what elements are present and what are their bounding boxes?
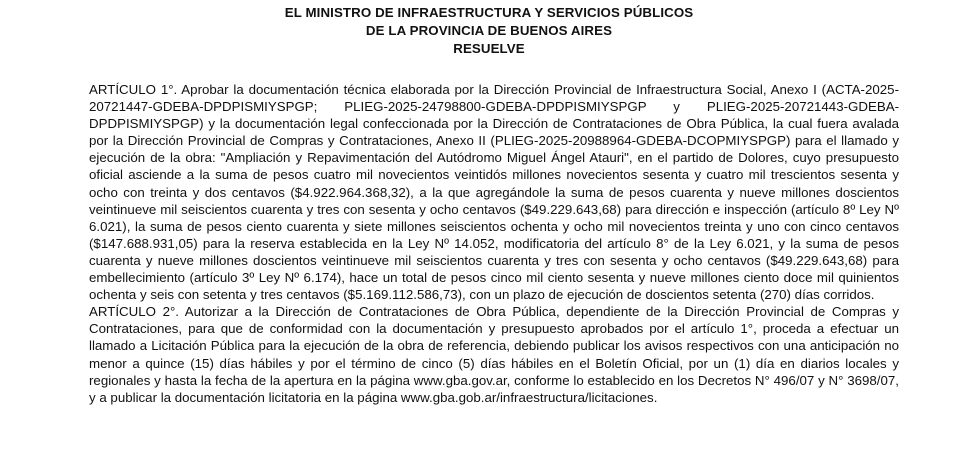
heading-resolves: RESUELVE xyxy=(453,41,525,56)
document-heading xyxy=(0,0,978,58)
heading-province: DE LA PROVINCIA DE BUENOS AIRES xyxy=(365,23,613,38)
document-body xyxy=(89,81,899,406)
heading-ministry: EL MINISTRO DE INFRAESTRUCTURA Y SERVICIOS PÚBLICOS xyxy=(284,5,694,20)
article-2: ARTÍCULO 2°. Autorizar a la Dirección de Contrataciones de Obra Pública, dependiente de la Dirección Provincial de Compras y Contrataciones, para que de conformidad con la documentación y presupuesto aprobados por el artículo 1°, proceda a efectuar un llamado a Licitación Pública para la ejecución de la obra de referencia, debiendo publicar los avisos respectivos con una anticipación no menor a quince (15) días hábiles y por el término de cinco (5) días hábiles en el Boletín Oficial, por un (1) día en diarios locales y regionales y hasta la fecha de la apertura en la página www.gba.gov.ar, conforme lo establecido en los Decretos N° 496/07 y N° 3698/07, y a publicar la documentación licitatoria en la página www.gba.gob.ar/infraestructura/licitaciones. xyxy=(89,304,899,405)
article-1: ARTÍCULO 1°. Aprobar la documentación técnica elaborada por la Dirección Provincial de Infraestructura Social, Anexo I (ACTA-2025-20721447-GDEBA-DPDPISMIYSPGP; PLIEG-2025-24798800-GDEBA-DPDPISMIYSPGP y PLIEG-2025-20721443-GDEBA-DPDPISMIYSPGP) y la documentación legal confeccionada por la Dirección de Contrataciones de Obra Pública, la cual fuera avalada por la Dirección Provincial de Compras y Contrataciones, Anexo II (PLIEG-2025-20988964-GDEBA-DCOPMIYSPGP) para el llamado y ejecución de la obra: "Ampliación y Repavimentación del Autódromo Miguel Ángel Atauri", en el partido de Dolores, cuyo presupuesto oficial asciende a la suma de pesos cuatro mil novecientos veintidós millones novecientos sesenta y cuatro mil trescientos sesenta y ocho con treinta y dos centavos ($4.922.964.368,32), a la que agregándole la suma de pesos cuarenta y nueve millones doscientos veintinueve mil seiscientos cuarenta y tres con sesenta y ocho centavos ($49.229.643,68) para dirección e inspección (artículo 8º Ley Nº 6.021), la suma de pesos ciento cuarenta y siete millones seiscientos ochenta y ocho mil novecientos treinta y uno con cinco centavos ($147.688.931,05) para la reserva establecida en la Ley Nº 14.052, modificatoria del artículo 8° de la Ley 6.021, y la suma de pesos cuarenta y nueve millones doscientos veintinueve mil seiscientos cuarenta y tres con sesenta y ocho centavos ($49.229.643,68) para embellecimiento (artículo 3º Ley Nº 6.174), hace un total de pesos cinco mil ciento sesenta y nueve millones ciento doce mil quinientos ochenta y seis con setenta y tres centavos ($5.169.112.586,73), con un plazo de ejecución de doscientos setenta (270) días corridos. xyxy=(89,82,899,303)
